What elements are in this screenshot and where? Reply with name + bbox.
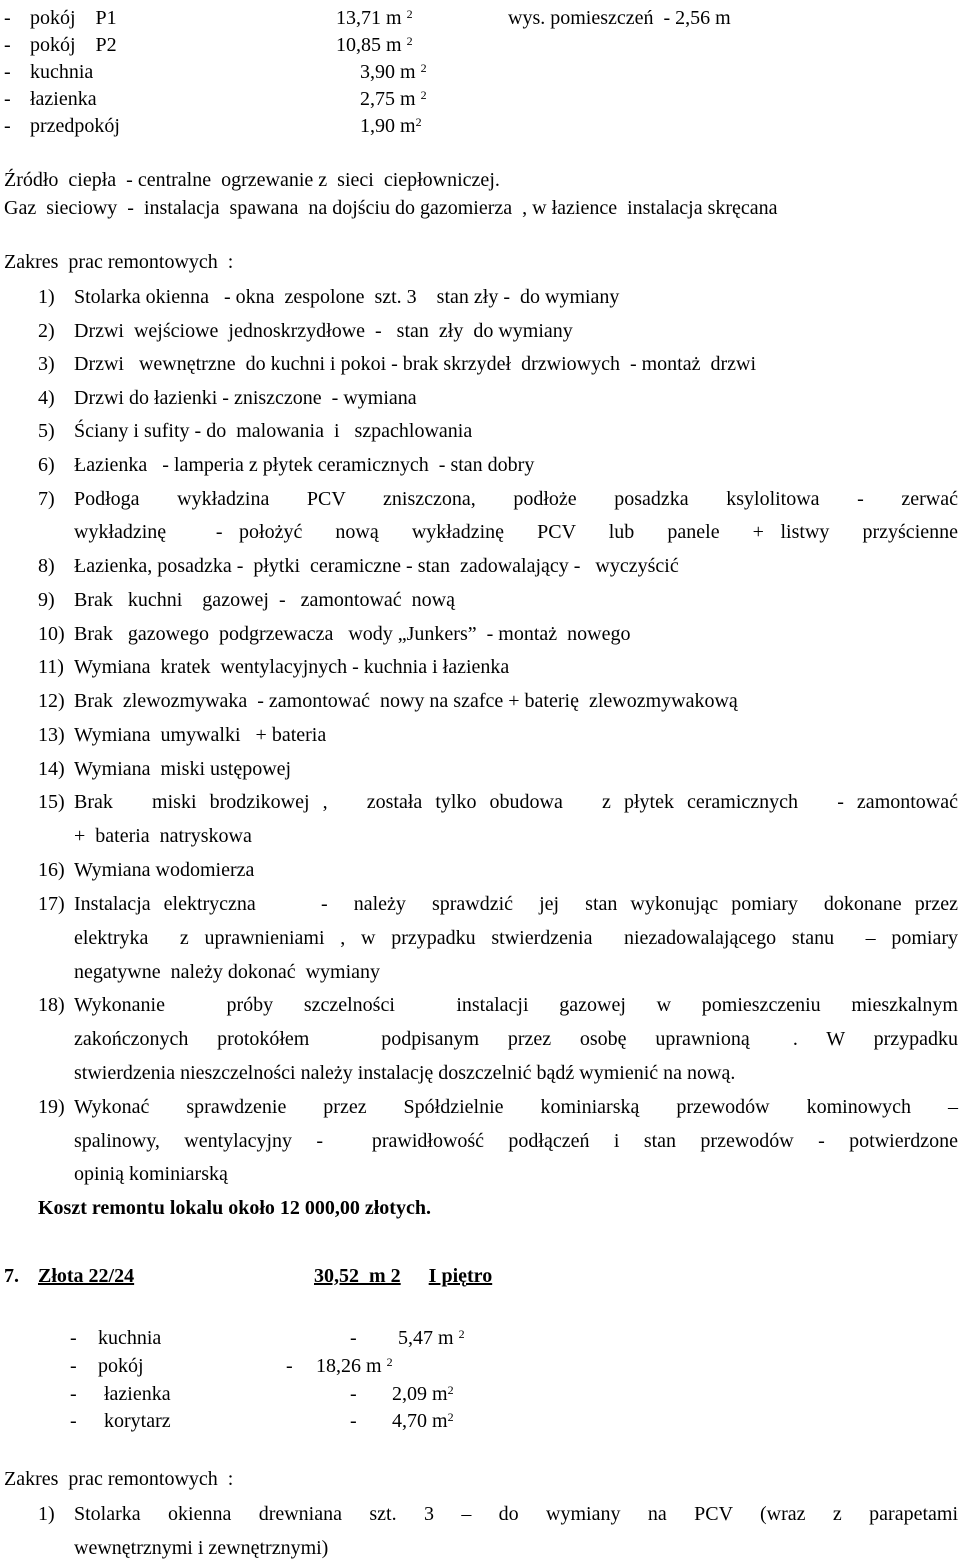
item-text: Brak miski brodzikowej , została tylko obudowa z płytek ceramicznych - zamontować	[74, 791, 958, 813]
item-number: 15)	[38, 791, 65, 813]
item-text: Podłoga wykładzina PCV zniszczona, podłoże posadzka ksylolitowa - zerwać	[74, 488, 958, 510]
item-text: Wykonanie próby szczelności instalacji gazowej w pomieszczeniu mieszkalnym	[74, 994, 958, 1016]
item-text: Wymiana umywalki + bateria	[74, 724, 327, 746]
room-name: kuchnia	[98, 1327, 162, 1349]
item-number: 13)	[38, 724, 65, 746]
item-text: Wymiana kratek wentylacyjnych - kuchnia i łazienka	[74, 656, 510, 678]
room-name: kuchnia	[30, 61, 94, 83]
section-number: 7.	[4, 1265, 19, 1287]
room-name: przedpokój	[30, 115, 120, 137]
item-text: Brak gazowego podgrzewacza wody „Junkers” - montaż nowego	[74, 623, 631, 645]
room-dash: -	[350, 1327, 357, 1349]
item-number: 2)	[38, 320, 55, 342]
item-number: 7)	[38, 488, 55, 510]
item-text: Drzwi wejściowe jednoskrzydłowe - stan zły do wymiany	[74, 320, 573, 342]
item-number: 18)	[38, 994, 65, 1016]
room-area: 3,90 m $^2$	[360, 61, 427, 83]
item-text: Brak zlewozmywaka - zamontować nowy na szafce + baterię zlewozmywakową	[74, 690, 738, 712]
room-dash: -	[4, 61, 11, 83]
item-text: zakończonych protokółem podpisanym przez osobę uprawnioną . W przypadku	[74, 1028, 958, 1050]
room-area: 10,85 m $^2$	[336, 34, 413, 56]
item-number: 5)	[38, 420, 55, 442]
item-number: 4)	[38, 387, 55, 409]
item-text: + bateria natryskowa	[74, 825, 252, 847]
room-name: łazienka	[30, 88, 97, 110]
item-number: 10)	[38, 623, 65, 645]
item-number: 9)	[38, 589, 55, 611]
room-dash: -	[350, 1383, 357, 1405]
room-area: 18,26 m $^2$	[316, 1355, 393, 1377]
item-number: 8)	[38, 555, 55, 577]
item-number: 6)	[38, 454, 55, 476]
item-number: 14)	[38, 758, 65, 780]
room-name: pokój P2	[30, 34, 117, 56]
room-dash: -	[70, 1410, 77, 1432]
room-dash: -	[4, 34, 11, 56]
item-text: Brak kuchni gazowej - zamontować nową	[74, 589, 455, 611]
item-text: Stolarka okienna - okna zespolone szt. 3 stan zły - do wymiany	[74, 286, 620, 308]
room-area: 5,47 m $^2$	[398, 1327, 465, 1349]
item-text: Ściany i sufity - do malowania i szpachlowania	[74, 420, 473, 442]
item-number: 3)	[38, 353, 55, 375]
room-area: 4,70 $m^2$	[392, 1410, 454, 1432]
item-text: negatywne należy dokonać wymiany	[74, 961, 381, 983]
room-name: łazienka	[104, 1383, 171, 1405]
item-text: Drzwi wewnętrzne do kuchni i pokoi - brak skrzydeł drzwiowych - montaż drzwi	[74, 353, 757, 375]
room-dash: -	[70, 1327, 77, 1349]
room-dash: -	[4, 115, 11, 137]
scope-heading: Zakres prac remontowych :	[4, 251, 234, 273]
room-dash: -	[70, 1383, 77, 1405]
item-text: opinią kominiarską	[74, 1163, 228, 1185]
room-area: 1,90 $m^2$	[360, 115, 422, 137]
item-number: 16)	[38, 859, 65, 881]
room-dash: -	[70, 1355, 77, 1377]
item-text: Wymiana wodomierza	[74, 859, 255, 881]
item-number: 1)	[38, 286, 55, 308]
room-dash: -	[4, 7, 11, 29]
room-dash: -	[350, 1410, 357, 1432]
item-text: Łazienka - lamperia z płytek ceramicznych - stan dobry	[74, 454, 535, 476]
room-area: 2,75 m $^2$	[360, 88, 427, 110]
item-text: elektryka z uprawnieniami , w przypadku stwierdzenia niezadowalającego stanu – pomiary	[74, 927, 958, 949]
room-name: pokój	[98, 1355, 144, 1377]
cost-line: Koszt remontu lokalu około 12 000,00 złotych.	[38, 1197, 431, 1219]
item-number: 17)	[38, 893, 65, 915]
section-area: 30,52 m 2 I piętro	[314, 1265, 493, 1287]
item-text: spalinowy, wentylacyjny - prawidłowość podłączeń i stan przewodów - potwierdzone	[74, 1130, 958, 1152]
room-name: korytarz	[104, 1410, 171, 1432]
height-note: wys. pomieszczeń - 2,56 m	[508, 7, 731, 29]
room-area: 13,71 m $^2$	[336, 7, 413, 29]
item-text: Drzwi do łazienki - zniszczone - wymiana	[74, 387, 417, 409]
item-number: 11)	[38, 656, 64, 678]
item-text: wewnętrznymi i zewnętrznymi)	[74, 1537, 329, 1559]
gas-line: Gaz sieciowy - instalacja spawana na dojściu do gazomierza , w łazience instalacja skręcana	[4, 197, 778, 219]
item-text: wykładzinę - położyć nową wykładzinę PCV lub panele + listwy przyścienne	[74, 521, 958, 543]
item-number: 1)	[38, 1503, 55, 1525]
item-number: 12)	[38, 690, 65, 712]
heat-source-line: Źródło ciepła - centralne ogrzewanie z sieci ciepłowniczej.	[4, 169, 500, 191]
item-text: stwierdzenia nieszczelności należy instalację doszczelnić bądź wymienić na nową.	[74, 1062, 736, 1084]
room-dash: -	[286, 1355, 293, 1377]
section-address: Złota 22/24	[38, 1265, 135, 1287]
item-text: Łazienka, posadzka - płytki ceramiczne - stan zadowalający - wyczyścić	[74, 555, 679, 577]
item-text: Wykonać sprawdzenie przez Spółdzielnie kominiarską przewodów kominowych –	[74, 1096, 958, 1118]
room-name: pokój P1	[30, 7, 117, 29]
room-area: 2,09 $m^2$	[392, 1383, 454, 1405]
item-text: Wymiana miski ustępowej	[74, 758, 292, 780]
room-dash: -	[4, 88, 11, 110]
item-text: Stolarka okienna drewniana szt. 3 – do wymiany na PCV (wraz z parapetami	[74, 1503, 958, 1525]
item-text: Instalacja elektryczna - należy sprawdzić jej stan wykonując pomiary dokonane przez	[74, 893, 958, 915]
scope-heading: Zakres prac remontowych :	[4, 1468, 234, 1490]
item-number: 19)	[38, 1096, 65, 1118]
